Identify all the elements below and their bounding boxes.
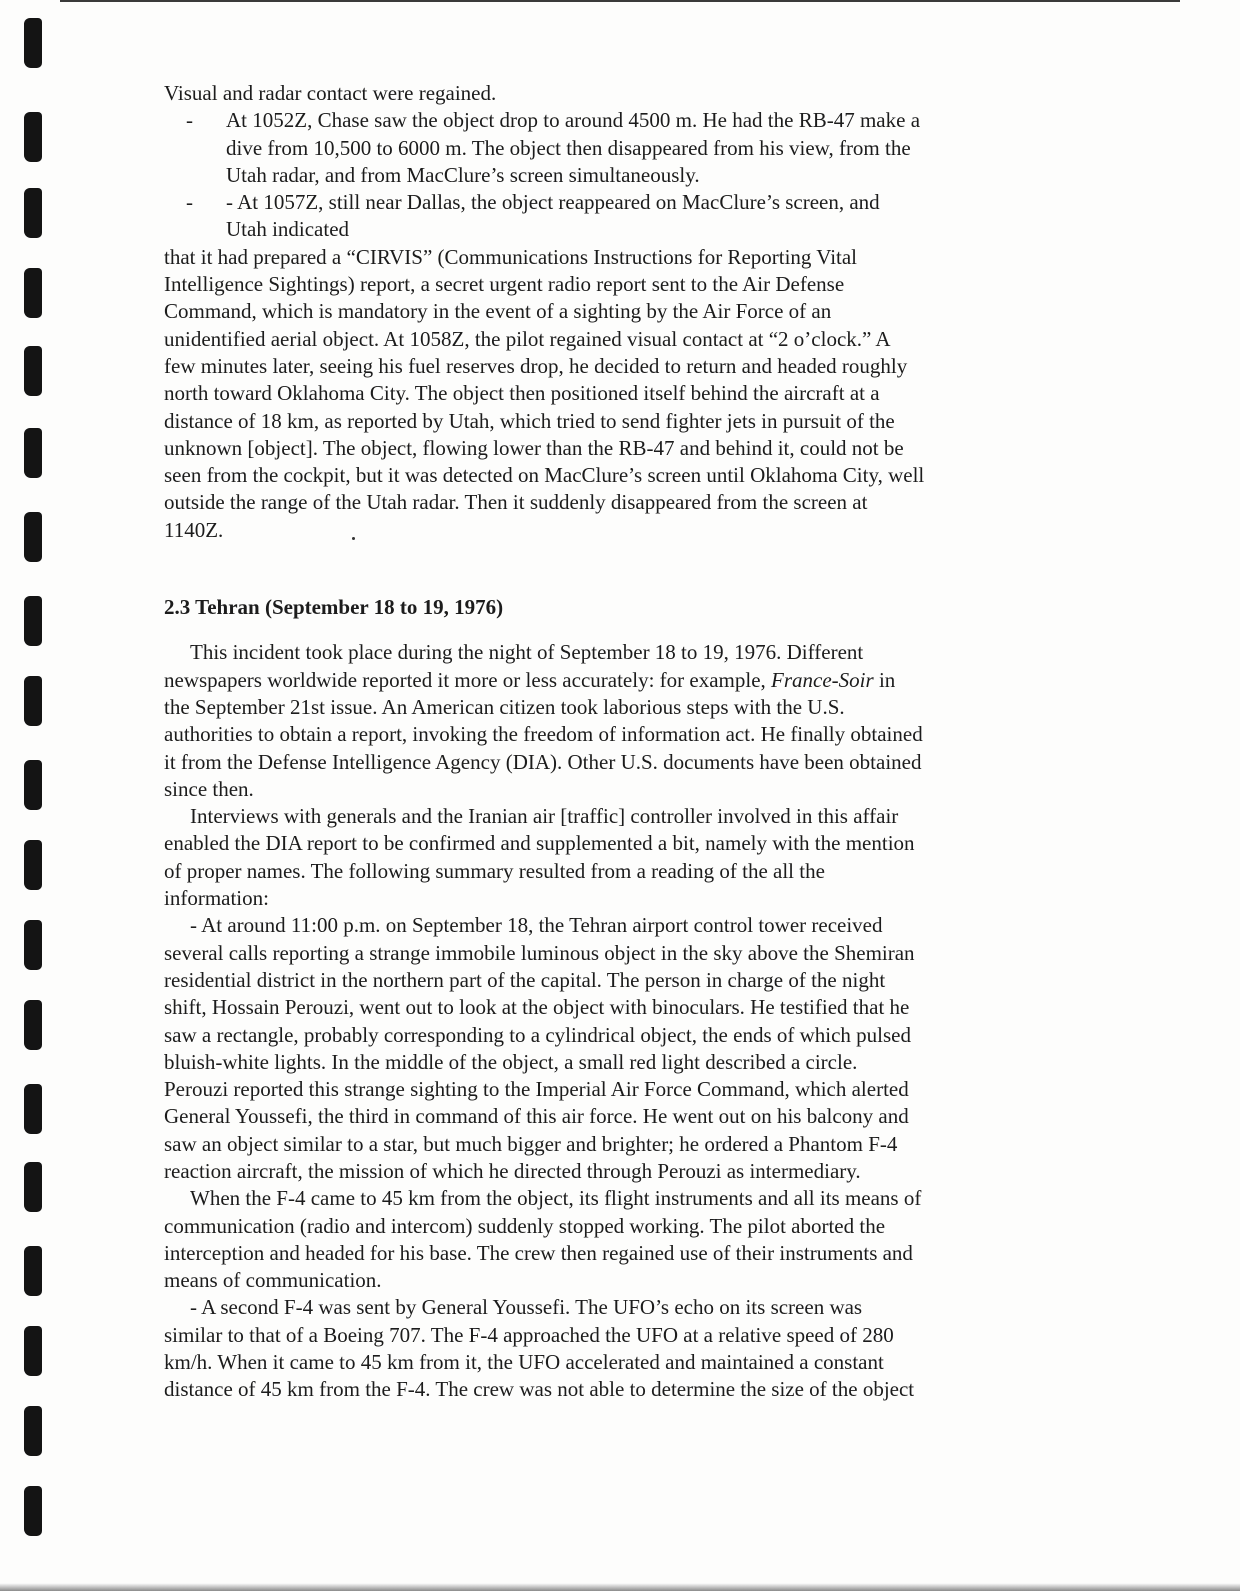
- text-fragment: newspapers worldwide reported it more or less accurately: for example,: [164, 667, 772, 692]
- text-line: means of communication.: [164, 1268, 382, 1293]
- page-bottom-edge: [0, 1583, 1240, 1591]
- binder-hole: [24, 1326, 42, 1376]
- text-line: km/h. When it came to 45 km from it, the UFO accelerated and maintained a constant: [164, 1350, 884, 1375]
- text-line: of proper names. The following summary resulted from a reading of the all the: [164, 858, 825, 883]
- text-line: outside the range of the Utah radar. Then it suddenly disappeared from the screen at: [164, 490, 868, 515]
- binder-hole: [24, 840, 42, 890]
- text-line: reaction aircraft, the mission of which he directed through Perouzi as intermediary.: [164, 1158, 861, 1183]
- binder-hole: [24, 346, 42, 396]
- text-line: information:: [164, 886, 269, 911]
- text-line: north toward Oklahoma City. The object then positioned itself behind the aircraft at a: [164, 381, 880, 406]
- binder-hole: [24, 1162, 42, 1212]
- section-heading: 2.3 Tehran (September 18 to 19, 1976): [164, 595, 504, 620]
- text-line: unknown [object]. The object, flowing lower than the RB-47 and behind it, could not be: [164, 435, 904, 460]
- text-line: the September 21st issue. An American citizen took laborious steps with the U.S.: [164, 694, 845, 719]
- binder-hole: [24, 1486, 42, 1536]
- text-line: shift, Hossain Perouzi, went out to look at the object with binoculars. He testified that he: [164, 995, 910, 1020]
- document-body: [164, 80, 1064, 1404]
- bullet-item: [164, 189, 1064, 216]
- text-line: bluish-white lights. In the middle of the object, a small red light described a circle.: [164, 1049, 858, 1074]
- binder-hole: [24, 1000, 42, 1050]
- text-line: few minutes later, seeing his fuel reserves drop, he decided to return and headed roughly: [164, 353, 908, 378]
- text-line: that it had prepared a “CIRVIS” (Communications Instructions for Reporting Vital: [164, 244, 858, 269]
- binder-hole: [24, 676, 42, 726]
- binder-hole: [24, 18, 42, 68]
- text-line: similar to that of a Boeing 707. The F-4 approached the UFO at a relative speed of 280: [164, 1322, 894, 1347]
- text-line: This incident took place during the night of September 18 to 19, 1976. Different: [190, 640, 864, 665]
- text-line: - At around 11:00 p.m. on September 18, the Tehran airport control tower received: [190, 913, 883, 938]
- binder-hole: [24, 428, 42, 478]
- binder-hole: [24, 188, 42, 238]
- text-fragment: in: [873, 667, 896, 692]
- binder-hole: [24, 268, 42, 318]
- binder-hole: [24, 760, 42, 810]
- text-line: At 1052Z, Chase saw the object drop to around 4500 m. He had the RB-47 make a: [226, 108, 921, 133]
- text-line: When the F-4 came to 45 km from the object, its flight instruments and all its means of: [190, 1186, 922, 1211]
- binder-hole: [24, 596, 42, 646]
- binder-hole: [24, 920, 42, 970]
- text-line: since then.: [164, 776, 254, 801]
- text-line: Interviews with generals and the Iranian air [traffic] controller involved in this affair: [190, 804, 899, 829]
- text-line: unidentified aerial object. At 1058Z, the pilot regained visual contact at “2 o’clock.” A: [164, 326, 891, 351]
- binder-hole: [24, 112, 42, 162]
- text-line: - A second F-4 was sent by General Youssefi. The UFO’s echo on its screen was: [190, 1295, 863, 1320]
- text-line: Utah indicated: [226, 217, 350, 242]
- bullet-item: [164, 107, 1064, 134]
- text-line: authorities to obtain a report, invoking the freedom of information act. He finally obtained: [164, 722, 923, 747]
- text-line: communication (radio and intercom) suddenly stopped working. The pilot aborted the: [164, 1213, 886, 1238]
- binder-hole: [24, 1246, 42, 1296]
- text-line: [164, 667, 1064, 694]
- bullet-dash: -: [186, 190, 193, 215]
- text-line: Perouzi reported this strange sighting to the Imperial Air Force Command, which alerted: [164, 1077, 909, 1102]
- text-line: dive from 10,500 to 6000 m. The object then disappeared from his view, from the: [226, 135, 911, 160]
- text-line: 1140Z.: [164, 517, 224, 542]
- text-line: Intelligence Sightings) report, a secret urgent radio report sent to the Air Defense: [164, 272, 845, 297]
- text-line: interception and headed for his base. The crew then regained use of their instruments and: [164, 1240, 913, 1265]
- text-line: - At 1057Z, still near Dallas, the object reappeared on MacClure’s screen, and: [226, 190, 880, 215]
- text-line: Visual and radar contact were regained.: [164, 81, 497, 105]
- text-line: several calls reporting a strange immobile luminous object in the sky above the Shemiran: [164, 940, 915, 965]
- text-line: General Youssefi, the third in command of this air force. He went out on his balcony and: [164, 1104, 909, 1129]
- newspaper-title: France-Soir: [771, 667, 874, 692]
- text-line: saw an object similar to a star, but much bigger and brighter; he ordered a Phantom F-4: [164, 1131, 898, 1156]
- text-line: enabled the DIA report to be confirmed and supplemented a bit, namely with the mention: [164, 831, 915, 856]
- page-top-edge: [60, 0, 1180, 2]
- binder-hole: [24, 1406, 42, 1456]
- text-line: seen from the cockpit, but it was detected on MacClure’s screen until Oklahoma City, well: [164, 463, 925, 488]
- text-line: Utah radar, and from MacClure’s screen simultaneously.: [226, 162, 700, 187]
- text-line: it from the Defense Intelligence Agency (DIA). Other U.S. documents have been obtained: [164, 749, 922, 774]
- text-line: distance of 18 km, as reported by Utah, which tried to send fighter jets in pursuit of the: [164, 408, 895, 433]
- text-line: Command, which is mandatory in the event of a sighting by the Air Force of an: [164, 299, 832, 324]
- binder-hole: [24, 1084, 42, 1134]
- binder-hole: [24, 512, 42, 562]
- bullet-dash: -: [186, 108, 193, 133]
- text-line: saw a rectangle, probably corresponding to a cylindrical object, the ends of which pulsed: [164, 1022, 912, 1047]
- text-line: distance of 45 km from the F-4. The crew was not able to determine the size of the object: [164, 1377, 915, 1402]
- text-line: residential district in the northern part of the capital. The person in charge of the night: [164, 967, 886, 992]
